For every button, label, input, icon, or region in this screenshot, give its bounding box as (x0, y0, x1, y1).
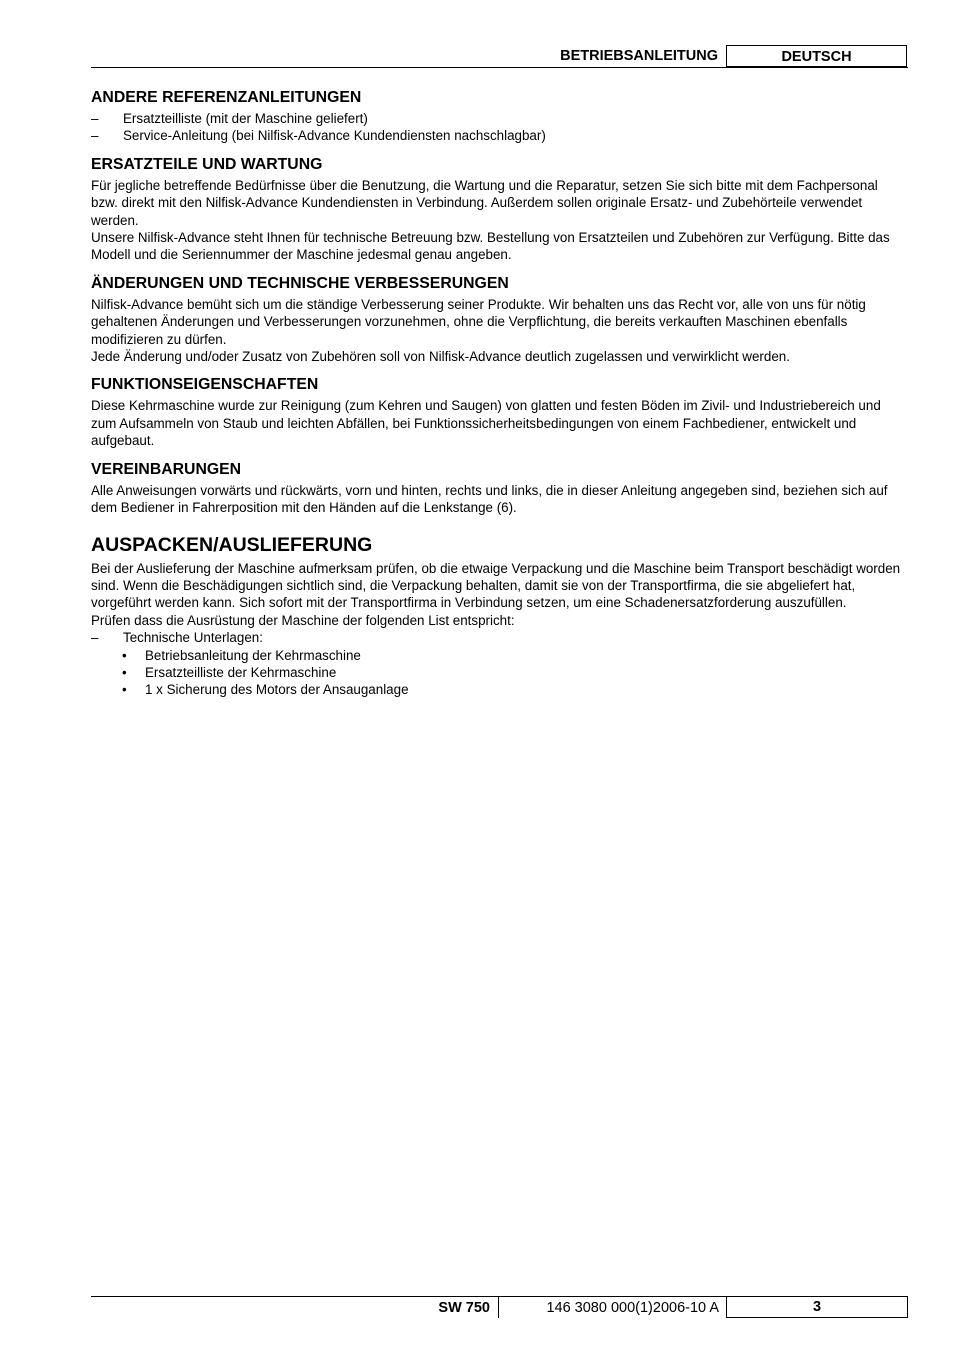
footer-document-code: 146 3080 000(1)2006-10 A (546, 1300, 719, 1316)
bullet-item: • 1 x Sicherung des Motors der Ansauganlage (91, 681, 906, 698)
reference-list (91, 110, 906, 145)
bullet-item: • Betriebsanleitung der Kehrmaschine (91, 647, 906, 664)
section-spare-parts (91, 155, 906, 264)
section-other-references (91, 88, 906, 145)
paragraph: Nilfisk-Advance bemüht sich um die ständige Verbesserung seiner Produkte. Wir behalten uns das Recht vor, alle von uns für nötig gehaltenen Änderungen und Verbesserungen vorzunehmen, ohne die Verpflichtung, die bereits verkauften Maschinen ebenfalls modifizieren zu dürfen. (91, 296, 866, 347)
section-heading: ÄNDERUNGEN UND TECHNISCHE VERBESSERUNGEN (91, 274, 509, 292)
section-heading: ANDERE REFERENZANLEITUNGEN (91, 89, 362, 106)
footer-separator (498, 1297, 499, 1318)
page-content (91, 88, 906, 709)
section-heading: ERSATZTEILE UND WARTUNG (91, 155, 323, 173)
paragraph: Prüfen dass die Ausrüstung der Maschine der folgenden List entspricht: (91, 612, 515, 628)
list-item: – Service-Anleitung (bei Nilfisk-Advance Kundendiensten nachschlagbar) (91, 127, 906, 144)
page-number: 3 (726, 1296, 908, 1318)
section-heading: FUNKTIONSEIGENSCHAFTEN (91, 376, 319, 394)
bullet-item: • Ersatzteilliste der Kehrmaschine (91, 664, 906, 681)
section-changes (91, 274, 906, 366)
footer-model: SW 750 (438, 1300, 490, 1316)
paragraph: Alle Anweisungen vorwärts und rückwärts, vorn und hinten, rechts und links, die in dieser Anleitung angegeben sind, beziehen sich auf dem Bediener in Fahrerposition mit den Händen auf die Lenkstange (6). (91, 482, 888, 516)
document-list (91, 647, 906, 699)
language-label: DEUTSCH (726, 45, 907, 67)
section-conventions (91, 460, 906, 517)
header-divider (91, 67, 908, 68)
paragraph: Für jegliche betreffende Bedürfnisse über die Benutzung, die Wartung und die Reparatur, setzen Sie sich bitte mit dem Fachpersonal bzw. direkt mit den Nilfisk-Advance Kundendiensten in Verbindung. Außerdem sollen originale Ersatz- und Zubehörteile verwendet werden. (91, 177, 878, 228)
header-title: BETRIEBSANLEITUNG (560, 48, 718, 64)
paragraph: Bei der Auslieferung der Maschine aufmerksam prüfen, ob die etwaige Verpackung und die Maschine beim Transport beschädigt worden sind. Wenn die Beschädigungen sichtlich sind, die Verpackung behalten, damit sie von der Transportfirma, die sie abgeliefert hat, vorgeführt werden kann. Sich sofort mit der Transportfirma in Verbindung setzen, um eine Schadenersatzforderung auszufüllen. (91, 560, 901, 611)
section-unpacking (91, 533, 906, 699)
paragraph: Jede Änderung und/oder Zusatz von Zubehören soll von Nilfisk-Advance deutlich zugelassen und verwirklicht werden. (91, 349, 790, 365)
list-item: – Ersatzteilliste (mit der Maschine geliefert) (91, 110, 906, 127)
list-item (91, 629, 906, 699)
paragraph: Unsere Nilfisk-Advance steht Ihnen für technische Betreuung bzw. Bestellung von Ersatzteilen und Zubehören zur Verfügung. Bitte das Modell und die Seriennummer der Maschine jedesmal genau angeben. (91, 230, 890, 263)
main-heading: AUSPACKEN/AUSLIEFERUNG (91, 533, 373, 556)
section-features (91, 375, 906, 449)
section-heading: VEREINBARUNGEN (91, 460, 242, 478)
list-label: Technische Unterlagen: (123, 630, 263, 646)
paragraph: Diese Kehrmaschine wurde zur Reinigung (zum Kehren und Saugen) von glatten und festen Böden im Zivil- und Industriebereich und zum Aufsammeln von Staub und leichten Abfällen, bei Funktionssicherheitsbedingungen von einem Fachbediener, entwickelt und aufgebaut. (91, 398, 881, 449)
equipment-list (91, 629, 906, 699)
